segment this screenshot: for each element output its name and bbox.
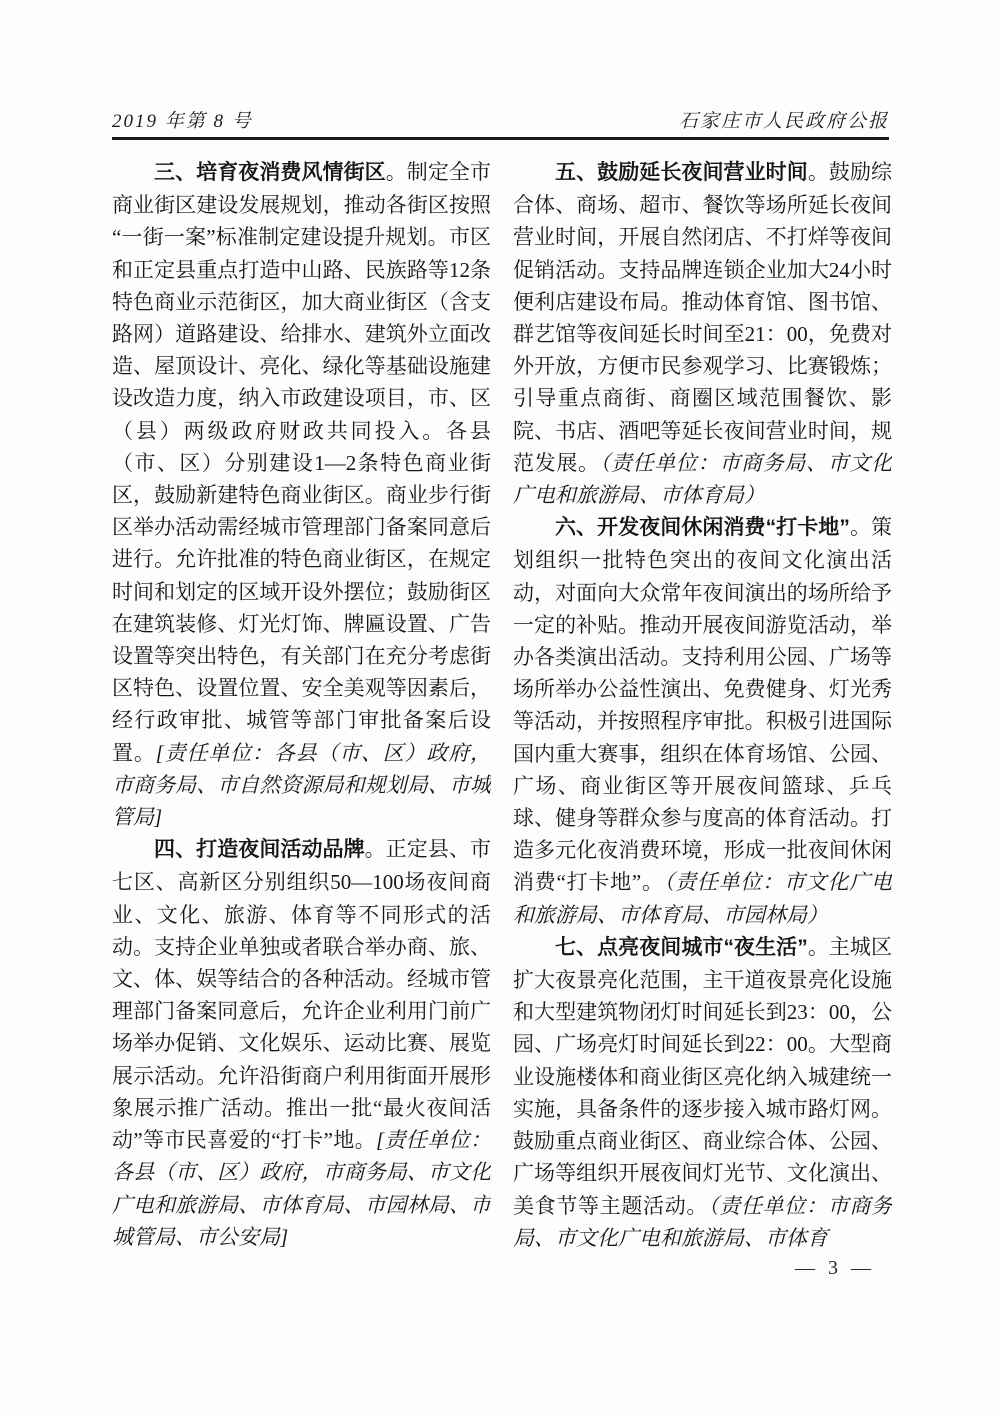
right-column — [513, 156, 892, 1254]
paragraph-heading: 三、培育夜消费风情街区 — [154, 161, 386, 184]
paragraph-heading: 五、鼓励延长夜间营业时间 — [555, 161, 808, 184]
paragraph — [112, 156, 491, 833]
responsibility-unit: （责任单位：市文化广电和旅游局、市体育局、市园林局） — [513, 870, 892, 927]
paragraph-text: 。正定县、市七区、高新区分别组织50—100场夜间商业、文化、旅游、体育等不同形式的活动。支持企业单独或者联合举办商、旅、文、体、娱等结合的各种活动。经城市管理部门备案同意后，允许企业利用门前广场举办促销、文化娱乐、运动比赛、展览展示活动。允许沿街商户利用街面开展形象展示推广活动。推出一批“最火夜间活动”等市民喜爱的“打卡”地。 — [112, 837, 491, 1153]
gazette-title: 石家庄市人民政府公报 — [678, 111, 889, 132]
responsibility-unit: [责任单位：各县（市、区）政府，市商务局、市文化广电和旅游局、市体育局、市园林局、市城管局、市公安局] — [112, 1128, 491, 1249]
document-body — [112, 156, 892, 1254]
paragraph — [513, 156, 892, 511]
paragraph — [513, 511, 892, 931]
responsibility-unit: [责任单位：各县（市、区）政府，市商务局、市自然资源局和规划局、市城管局] — [112, 740, 491, 830]
page-footer — [112, 1257, 889, 1280]
page-number: — 3 — — [795, 1257, 875, 1279]
paragraph — [112, 833, 491, 1253]
paragraph-heading: 七、点亮夜间城市“夜生活” — [555, 935, 808, 959]
page-header — [112, 106, 889, 133]
paragraph-text: 。策划组织一批特色突出的夜间文化演出活动，对面向大众常年夜间演出的场所给予一定的补贴。推动开展夜间游览活动，举办各类演出活动。支持利用公园、广场等场所举办公益性演出、免费健身、灯光秀等活动，并按照程序审批。积极引进国际国内重大赛事，组织在体育场馆、公园、广场、商业街区等开展夜间篮球、乒乓球、健身等群众参与度高的体育活动。打造多元化夜消费环境，形成一批夜间休闲消费“打卡地”。 — [513, 515, 892, 895]
responsibility-unit: （责任单位：市商务局、市文化广电和旅游局、市体育 — [513, 1193, 892, 1250]
responsibility-unit: （责任单位：市商务局、市文化广电和旅游局、市体育局） — [513, 450, 892, 508]
left-column — [112, 156, 491, 1254]
paragraph-heading: 四、打造夜间活动品牌 — [154, 838, 365, 862]
paragraph-text: 。鼓励综合体、商场、超市、餐饮等场所延长夜间营业时间，开展自然闭店、不打烊等夜间促销活动。支持品牌连锁企业加大24小时便利店建设布局。推动体育馆、图书馆、群艺馆等夜间延长时间至21：00，免费对外开放，方便市民参观学习、比赛锻炼；引导重点商街、商圈区域范围餐饮、影院、书店、酒吧等延长夜间营业时间，规范发展。 — [513, 160, 892, 475]
paragraph-heading: 六、开发夜间休闲消费“打卡地” — [555, 516, 850, 540]
paragraph-text: 。主城区扩大夜景亮化范围，主干道夜景亮化设施和大型建筑物闭灯时间延长到23：00，公园、广场亮灯时间延长到22：00。大型商业设施楼体和商业街区亮化纳入城建统一实施，具备条件的逐步接入城市路灯网。鼓励重点商业街区、商业综合体、公园、广场等组织开展夜间灯光节、文化演出、美食节等主题活动。 — [513, 934, 892, 1218]
header-rule — [112, 137, 889, 140]
issue-number: 2019 年第 8 号 — [112, 111, 253, 132]
paragraph-text: 。制定全市商业街区建设发展规划，推动各街区按照“一街一案”标准制定建设提升规划。市区和正定县重点打造中山路、民族路等12条特色商业示范街区，加大商业街区（含支路网）道路建设、给排水、建筑外立面改造、屋顶设计、亮化、绿化等基础设施建设改造力度，纳入市政建设项目，市、区（县）两级政府财政共同投入。各县（市、区）分别建设1—2条特色商业街区，鼓励新建特色商业街区。商业步行街区举办活动需经城市管理部门备案同意后进行。允许批准的特色商业街区，在规定时间和划定的区域开设外摆位；鼓励街区在建筑装修、灯光灯饰、牌匾设置、广告设置等突出特色，有关部门在充分考虑街区特色、设置位置、安全美观等因素后，经行政审批、城管等部门审批备案后设置。 — [112, 160, 491, 765]
paragraph — [513, 931, 892, 1254]
